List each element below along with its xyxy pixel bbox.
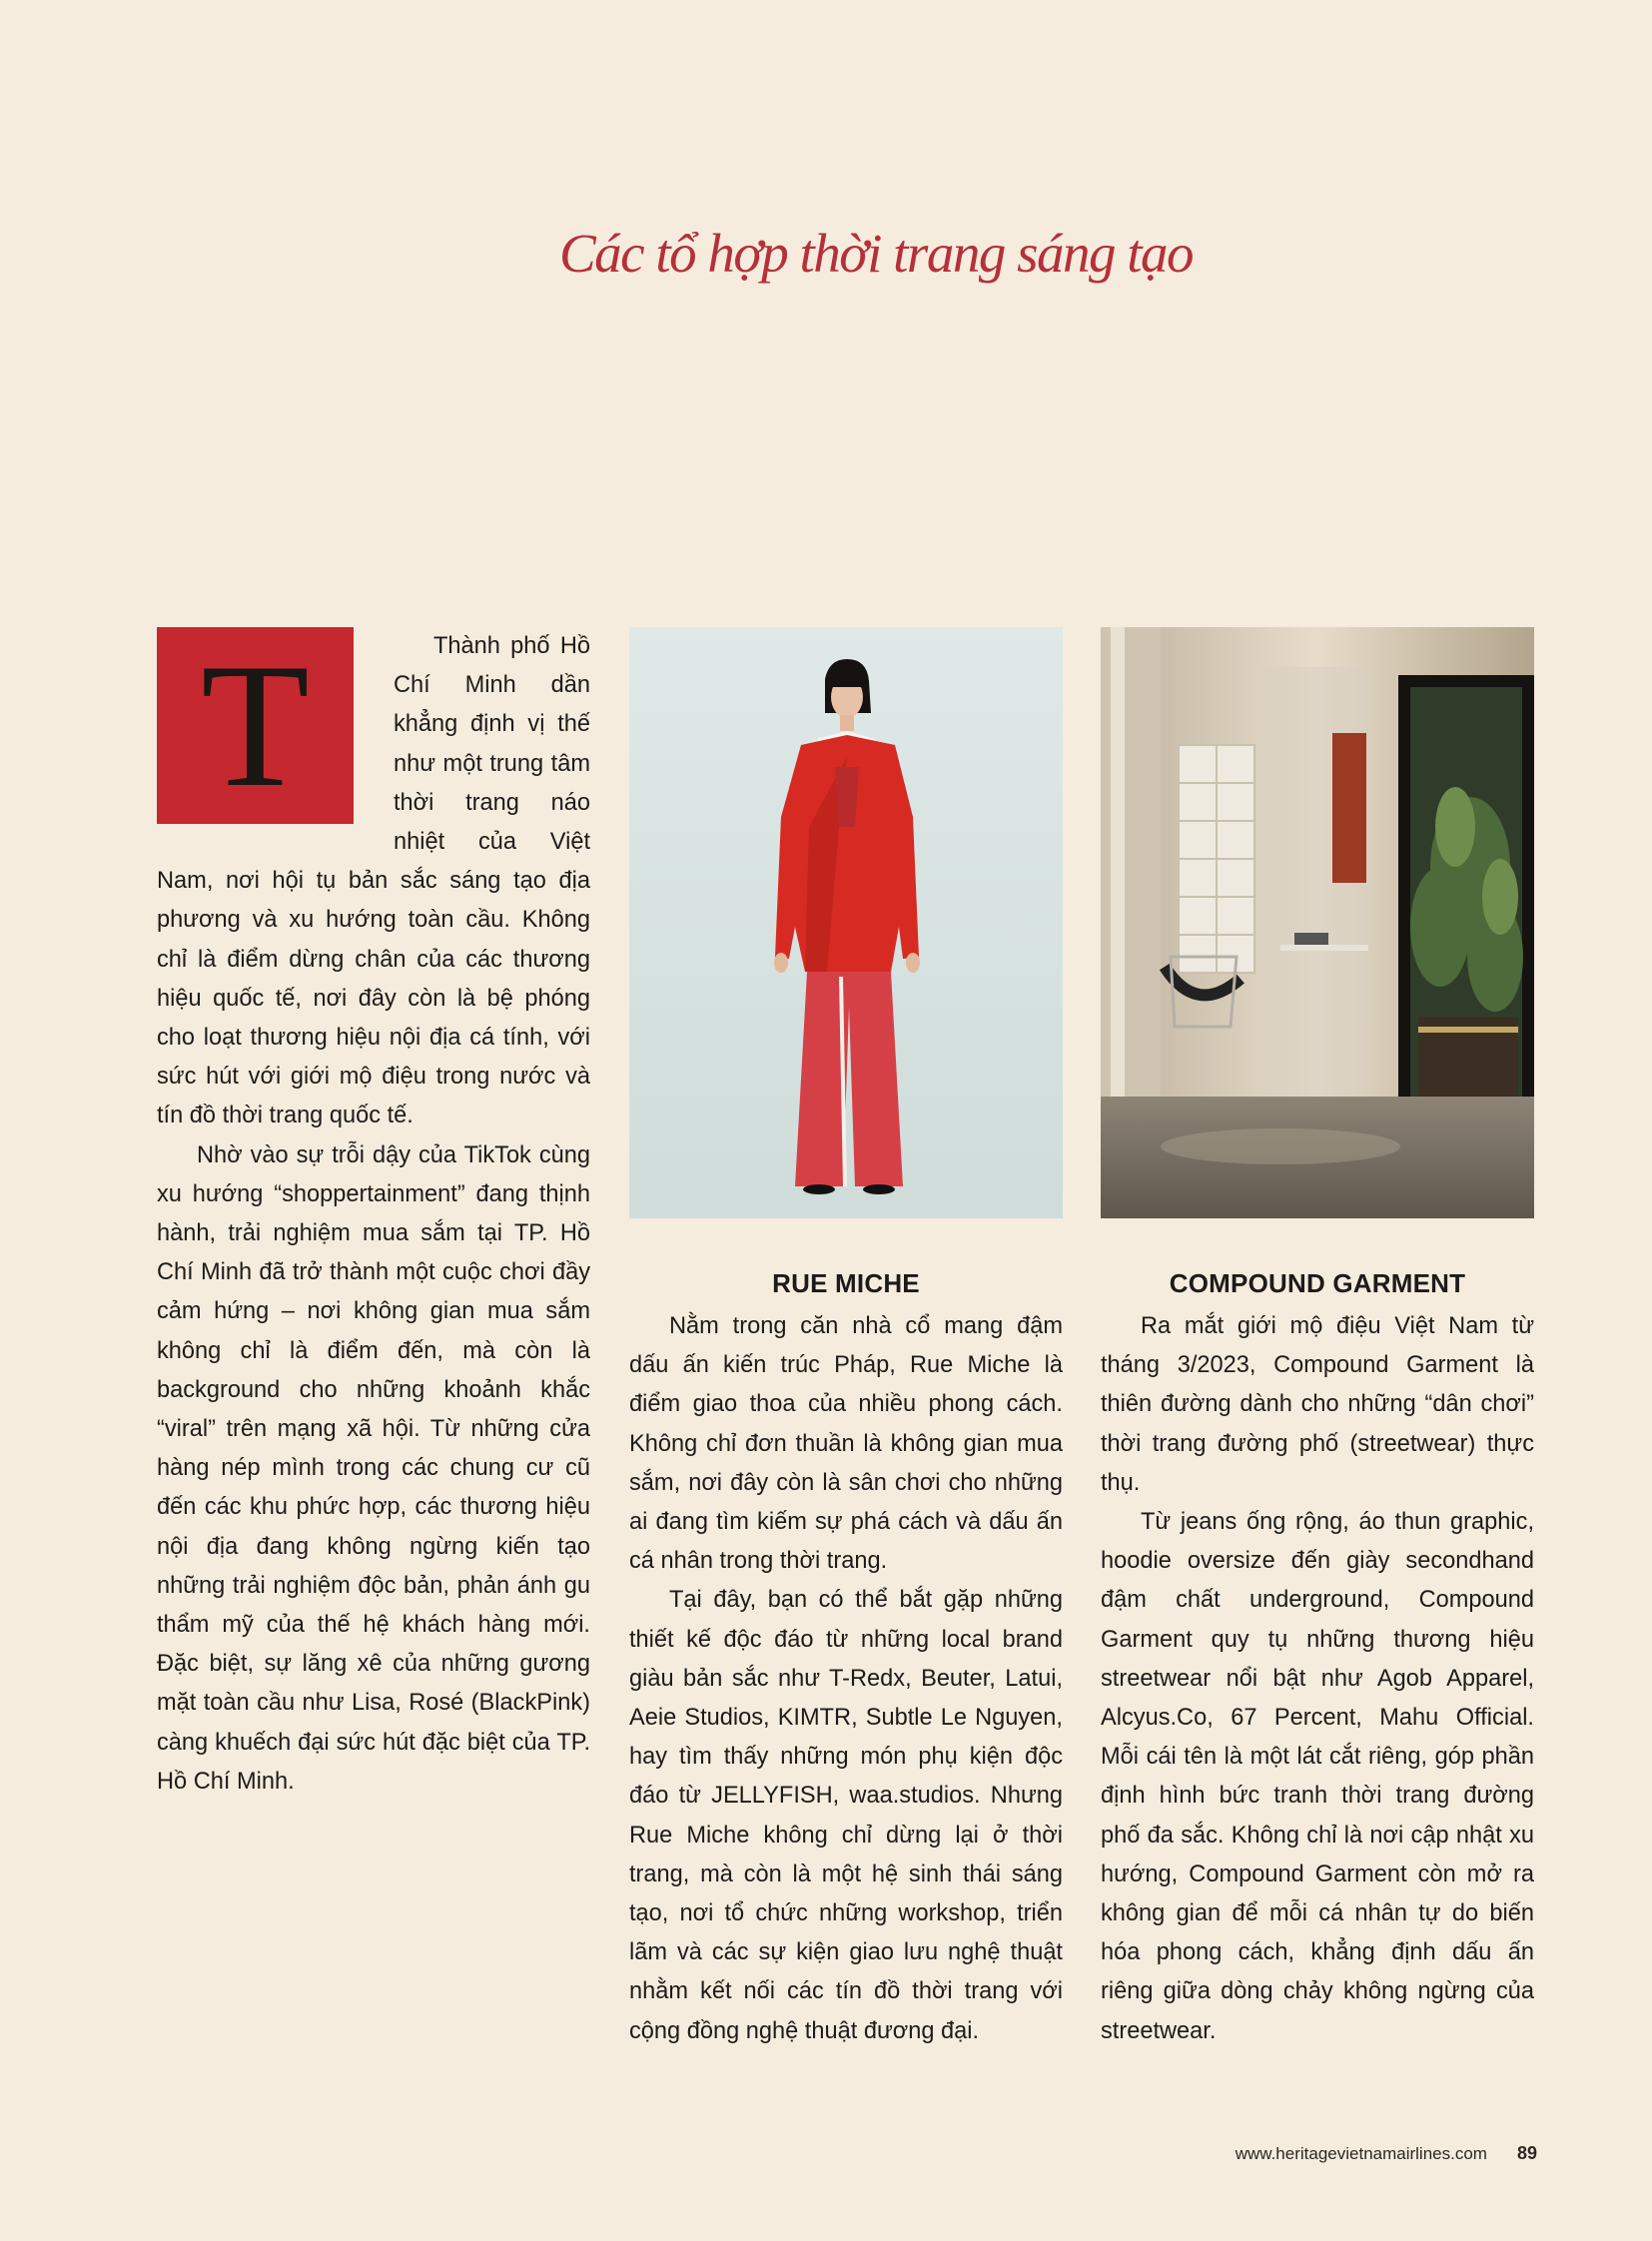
compound-paragraph-2: Từ jeans ống rộng, áo thun graphic, hoodie oversize đến giày secondhand đậm chất underground, Compound Garment quy tụ những thương hiệu streetwear nổi bật như Agob Apparel, Alcyus.Co, 67 Percent, Mahu Official. Mỗi cái tên là một lát cắt riêng, góp phần định hình bức tranh thời trang đường phố đa sắc. Không chỉ là nơi cập nhật xu hướng, Compound Garment còn mở ra không gian để mỗi cá nhân tự do biến hóa phong cách, khẳng định dấu ấn riêng giữa dòng chảy không ngừng của streetwear. — [1101, 1509, 1534, 2044]
compound-paragraph-1: Ra mắt giới mộ điệu Việt Nam từ tháng 3/2023, Compound Garment là thiên đường dành cho những “dân chơi” thời trang đường phố (streetwear) thực thụ. — [1101, 1313, 1534, 1496]
rue-miche-title: RUE MICHE — [772, 1268, 920, 1298]
model-red-suit-illustration — [629, 627, 1063, 1218]
rue-miche-paragraph-2: Tại đây, bạn có thể bắt gặp những thiết kế độc đáo từ những local brand giàu bản sắc như T-Redx, Beuter, Latui, Aeie Studios, KIMTR, Subtle Le Nguyen, hay tìm thấy những món phụ kiện độc đáo từ JELLYFISH, waa.studios. Nhưng Rue Miche không chỉ dừng lại ở thời trang, mà còn là một hệ sinh thái sáng tạo, nơi tổ chức những workshop, triển lãm và các sự kiện giao lưu nghệ thuật nhằm kết nối các tín đồ thời trang với cộng đồng nghệ thuật đương đại. — [629, 1587, 1063, 2044]
page-heading: Các tổ hợp thời trang sáng tạo — [559, 223, 1194, 284]
intro-paragraph-1: Thành phố Hồ Chí Minh dần khẳng định vị thế như một trung tâm thời trang náo nhiệt của Việt Nam, nơi hội tụ bản sắc sáng tạo địa phương và xu hướng toàn cầu. Không chỉ là điểm dừng chân của các thương hiệu quốc tế, nơi đây còn là bệ phóng cho loạt thương hiệu nội địa cá tính, với sức hút với giới mộ điệu trong nước và tín đồ thời trang quốc tế. — [157, 633, 590, 1129]
intro-paragraph-2: Nhờ vào sự trỗi dậy của TikTok cùng xu hướng “shoppertainment” đang thịnh hành, trải nghiệm mua sắm tại TP. Hồ Chí Minh đã trở thành một cuộc chơi đầy cảm hứng – nơi không gian mua sắm không chỉ là điểm đến, mà còn là background cho những khoảnh khắc “viral” trên mạng xã hội. Từ những cửa hàng nép mình trong các chung cư cũ đến các khu phức hợp, các thương hiệu nội địa đang không ngừng kiến tạo những trải nghiệm độc bản, phản ánh gu thẩm mỹ của thế hệ khách hàng mới. Đặc biệt, sự lăng xê của những gương mặt toàn cầu như Lisa, Rosé (BlackPink) càng khuếch đại sức hút đặc biệt của TP. Hồ Chí Minh. — [157, 1141, 590, 1795]
store-interior-illustration — [1101, 627, 1534, 1218]
compound-garment-photo — [1101, 627, 1534, 1218]
rue-miche-paragraph-1: Nằm trong căn nhà cổ mang đậm dấu ấn kiến trúc Pháp, Rue Miche là điểm giao thoa của nhiều phong cách. Không chỉ đơn thuần là không gian mua sắm, nơi đây còn là sân chơi cho những ai đang tìm kiếm sự phá cách và dấu ấn cá nhân trong thời trang. — [629, 1313, 1063, 1575]
footer-url: www.heritagevietnamairlines.com — [1235, 2144, 1487, 2163]
rue-miche-photo — [629, 627, 1063, 1218]
dropcap-box — [157, 627, 354, 824]
dropcap-letter: T — [201, 626, 310, 824]
compound-garment-title: COMPOUND GARMENT — [1169, 1268, 1466, 1298]
rue-miche-column — [629, 1307, 1063, 2051]
page-footer — [1236, 2143, 1537, 2164]
compound-garment-column — [1101, 1307, 1534, 2051]
page-number: 89 — [1516, 2143, 1537, 2163]
intro-column — [157, 627, 590, 1802]
